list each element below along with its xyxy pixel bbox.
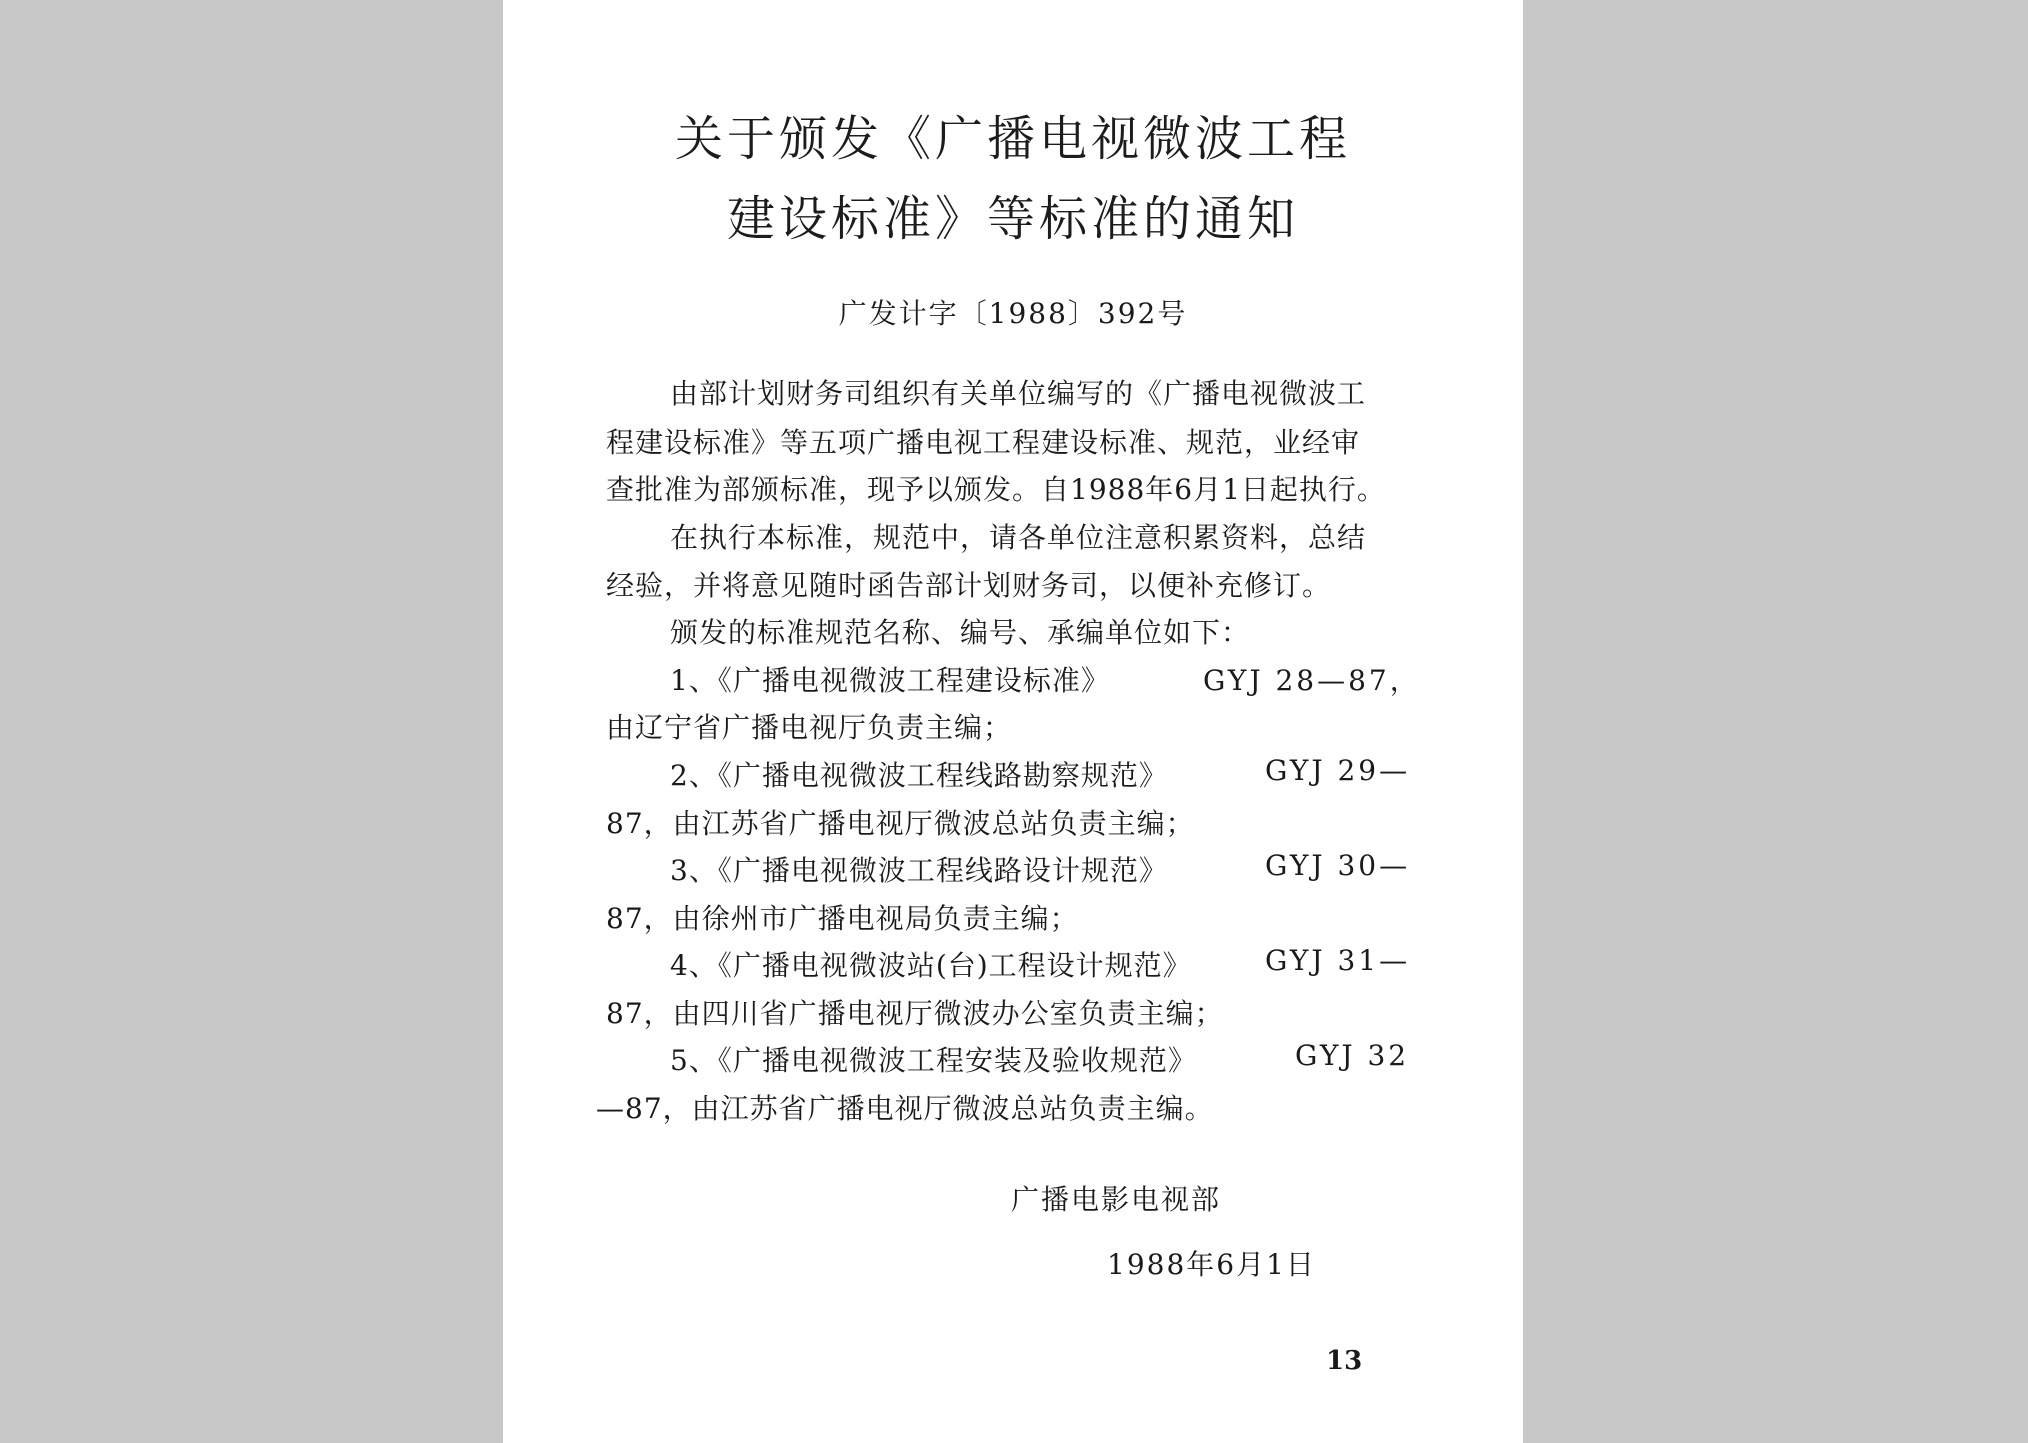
standard-item-code: GYJ 29—	[1265, 754, 1411, 787]
standard-item-title: 1、《广播电视微波工程建设标准》	[670, 664, 1110, 697]
standard-item-editor: —87，由江苏省广播电视厅微波总站负责主编。	[596, 1092, 1214, 1125]
standard-item-title: 5、《广播电视微波工程安装及验收规范》	[670, 1044, 1197, 1077]
standard-item-code: GYJ 32	[1295, 1039, 1410, 1072]
body-line: 程建设标准》等五项广播电视工程建设标准、规范，业经审	[606, 426, 1361, 459]
standard-item-editor: 87，由四川省广播电视厅微波办公室负责主编；	[606, 997, 1224, 1030]
standard-item-code: GYJ 31—	[1265, 944, 1411, 977]
standard-item-code: GYJ 30—	[1265, 849, 1411, 882]
title-line-2: 建设标准》等标准的通知	[726, 191, 1299, 247]
page-number: 13	[1326, 1346, 1363, 1376]
body-line: 颁发的标准规范名称、编号、承编单位如下：	[670, 616, 1251, 649]
body-line: 经验，并将意见随时函告部计划财务司，以便补充修订。	[606, 569, 1332, 602]
standard-item-editor: 87，由徐州市广播电视局负责主编；	[606, 902, 1079, 935]
title-line-1: 关于颁发《广播电视微波工程	[674, 111, 1351, 167]
body-line: 由部计划财务司组织有关单位编写的《广播电视微波工	[670, 377, 1367, 410]
standard-item-editor: 由辽宁省广播电视厅负责主编；	[606, 711, 1013, 744]
standard-item-title: 4、《广播电视微波站(台)工程设计规范》	[670, 949, 1192, 982]
standard-item-title: 3、《广播电视微波工程线路设计规范》	[670, 854, 1168, 887]
signature-organization: 广播电影电视部	[1011, 1183, 1222, 1216]
signature-date: 1988年6月1日	[1107, 1248, 1316, 1281]
document-number: 广发计字〔1988〕392号	[838, 297, 1188, 330]
standard-item-editor: 87，由江苏省广播电视厅微波总站负责主编；	[606, 807, 1195, 840]
body-line: 查批准为部颁标准，现予以颁发。自1988年6月1日起执行。	[606, 473, 1386, 506]
standard-item-code: GYJ 28—87，	[1203, 664, 1421, 697]
body-line: 在执行本标准，规范中，请各单位注意积累资料，总结	[670, 521, 1367, 554]
document-page	[503, 0, 1523, 1443]
standard-item-title: 2、《广播电视微波工程线路勘察规范》	[670, 759, 1168, 792]
